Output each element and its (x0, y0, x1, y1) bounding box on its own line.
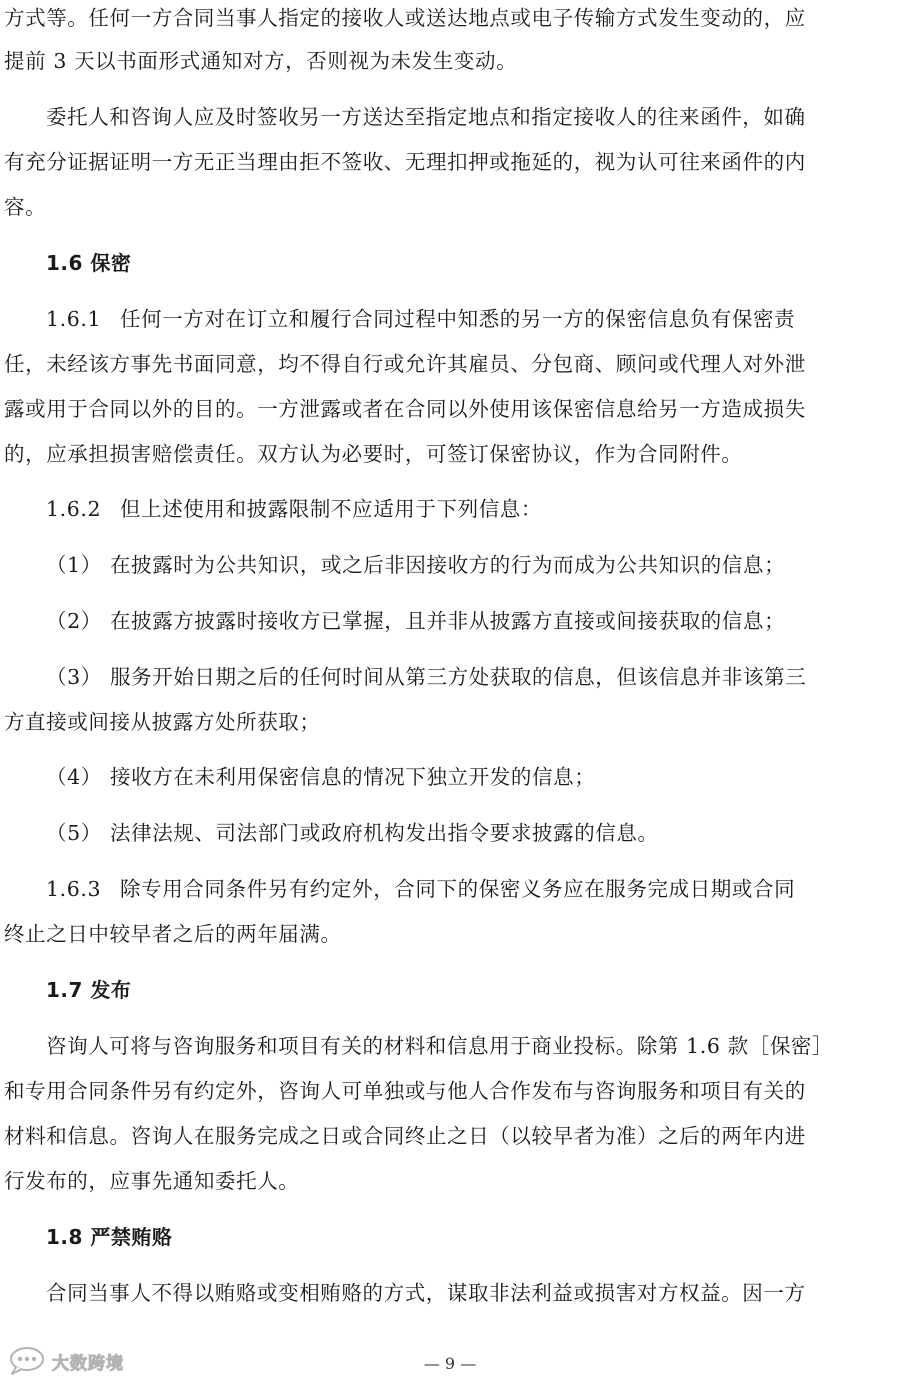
section-heading-1-7: 1.7 发布 (46, 978, 132, 1002)
section-heading-1-6: 1.6 保密 (46, 251, 132, 275)
clause-1-6-1-first-line (46, 304, 866, 334)
clause-text: 但上述使用和披露限制不应适用于下列信息： (120, 497, 542, 521)
item-number: （4） (46, 765, 102, 789)
item-number: （5） (46, 821, 102, 845)
page-number-footer (0, 1352, 900, 1376)
speech-bubble-logo-icon (8, 1346, 46, 1376)
clause-number: 1.6.3 (46, 877, 102, 901)
paragraph-line: 提前 3 天以书面形式通知对方，否则视为未发生变动。 (4, 49, 518, 73)
paragraph-line: 材料和信息。咨询人在服务完成之日或合同终止之日（以较早者为准）之后的两年内进 (4, 1124, 806, 1148)
paragraph-line: 方直接或间接从披露方处所获取； (4, 710, 321, 734)
clause-text: 任何一方对在订立和履行合同过程中知悉的另一方的保密信息负有保密责 (120, 307, 796, 331)
list-item-1 (46, 550, 866, 580)
item-number: （1） (46, 553, 102, 577)
item-number: （2） (46, 609, 102, 633)
clause-1-6-2-line (46, 494, 866, 524)
watermark (8, 1344, 124, 1378)
paragraph-line: 露或用于合同以外的目的。一方泄露或者在合同以外使用该保密信息给另一方造成损失 (4, 397, 806, 421)
paragraph-line: 有充分证据证明一方无正当理由拒不签收、无理扣押或拖延的，视为认可往来函件的内 (4, 150, 806, 174)
item-text: 法律法规、司法部门或政府机构发出指令要求披露的信息。 (110, 821, 659, 845)
list-item-4 (46, 762, 866, 792)
list-item-2 (46, 606, 866, 636)
paragraph-line: 咨询人可将与咨询服务和项目有关的材料和信息用于商业投标。除第 1.6 款［保密］ (46, 1034, 834, 1058)
clause-text: 除专用合同条件另有约定外，合同下的保密义务应在服务完成日期或合同 (120, 877, 796, 901)
paragraph-line: 委托人和咨询人应及时签收另一方送达至指定地点和指定接收人的往来函件，如确 (46, 105, 806, 129)
clause-1-6-3-first-line (46, 874, 866, 904)
clause-number: 1.6.2 (46, 497, 102, 521)
watermark-text: 大数跨境 (52, 1353, 124, 1374)
paragraph-line: 的，应承担损害赔偿责任。双方认为必要时，可签订保密协议，作为合同附件。 (4, 442, 743, 466)
footer-dash-left: — (423, 1354, 440, 1373)
item-text: 接收方在未利用保密信息的情况下独立开发的信息； (110, 765, 596, 789)
list-item-5 (46, 818, 866, 848)
paragraph-line: 和专用合同条件另有约定外，咨询人可单独或与他人合作发布与咨询服务和项目有关的 (4, 1079, 806, 1103)
page-number: 9 (444, 1354, 456, 1373)
clause-number: 1.6.1 (46, 307, 102, 331)
item-text: 在披露时为公共知识，或之后非因接收方的行为而成为公共知识的信息； (110, 553, 786, 577)
paragraph-line: 容。 (4, 195, 47, 219)
paragraph-line: 方式等。任何一方合同当事人指定的接收人或送达地点或电子传输方式发生变动的，应 (4, 6, 806, 30)
paragraph-line: 合同当事人不得以贿赂或变相贿赂的方式，谋取非法利益或损害对方权益。因一方 (46, 1281, 806, 1305)
item-text: 在披露方披露时接收方已掌握，且并非从披露方直接或间接获取的信息； (110, 609, 786, 633)
item-text: 服务开始日期之后的任何时间从第三方处获取的信息，但该信息并非该第三 (110, 665, 807, 689)
item-number: （3） (46, 665, 102, 689)
paragraph-line: 任，未经该方事先书面同意，均不得自行或允许其雇员、分包商、顾问或代理人对外泄 (4, 352, 806, 376)
footer-dash-right: — (460, 1354, 477, 1373)
list-item-3 (46, 662, 866, 692)
paragraph-line: 终止之日中较早者之后的两年届满。 (4, 922, 342, 946)
paragraph-line: 行发布的，应事先通知委托人。 (4, 1169, 300, 1193)
section-heading-1-8: 1.8 严禁贿赂 (46, 1225, 173, 1249)
